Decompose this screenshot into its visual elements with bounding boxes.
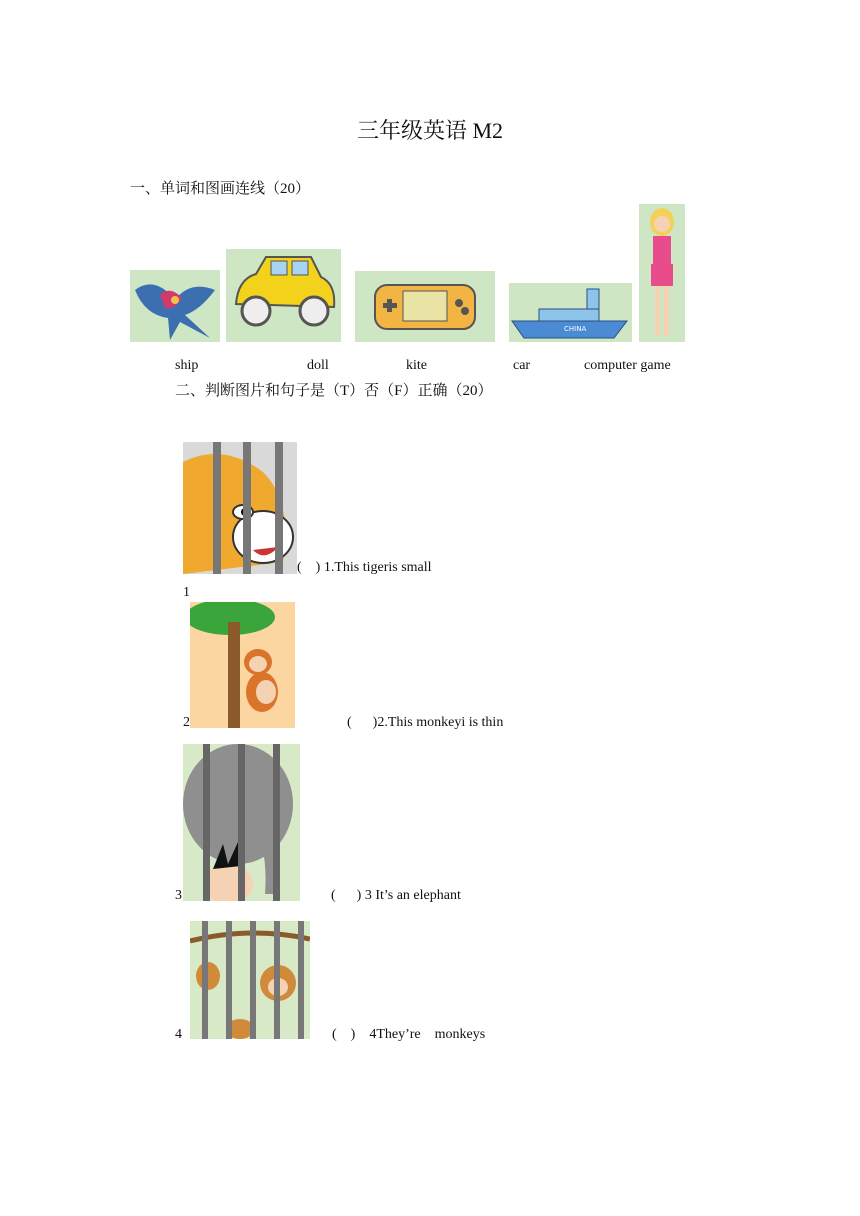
svg-text:CHINA: CHINA [564,325,587,333]
word-doll: doll [307,358,329,373]
item-number-1: 1 [183,585,190,600]
monkey-tree-picture [190,602,295,728]
section1-heading: 一、单词和图画连线（20） [130,181,311,197]
ship-picture [509,283,632,342]
game-console-picture [355,271,495,342]
word-ship: ship [175,358,199,373]
section2-heading: 二、判断图片和句子是（T）否（F）正确（20） [175,383,493,399]
question-3: ( ) 3 It’s an elephant [331,888,461,903]
word-car: car [513,358,531,373]
tiger-picture [183,442,297,574]
doll-picture [639,204,685,342]
car-picture [226,249,341,342]
elephant-picture [183,744,300,901]
item-number-2: 2 [183,715,190,730]
item-number-4: 4 [175,1027,182,1042]
word-kite: kite [406,358,427,373]
question-2: ( )2.This monkeyi is thin [347,715,504,730]
item-number-3: 3 [175,888,182,903]
page-title: 三年级英语 M2 [356,118,504,143]
word-computer-game: computer game [584,358,671,373]
monkeys-cage-picture [190,921,310,1039]
question-1: ( ) 1.This tigeris small [297,560,432,575]
kite-bird-picture [130,270,220,342]
question-4: ( ) 4They’re monkeys [332,1027,486,1042]
